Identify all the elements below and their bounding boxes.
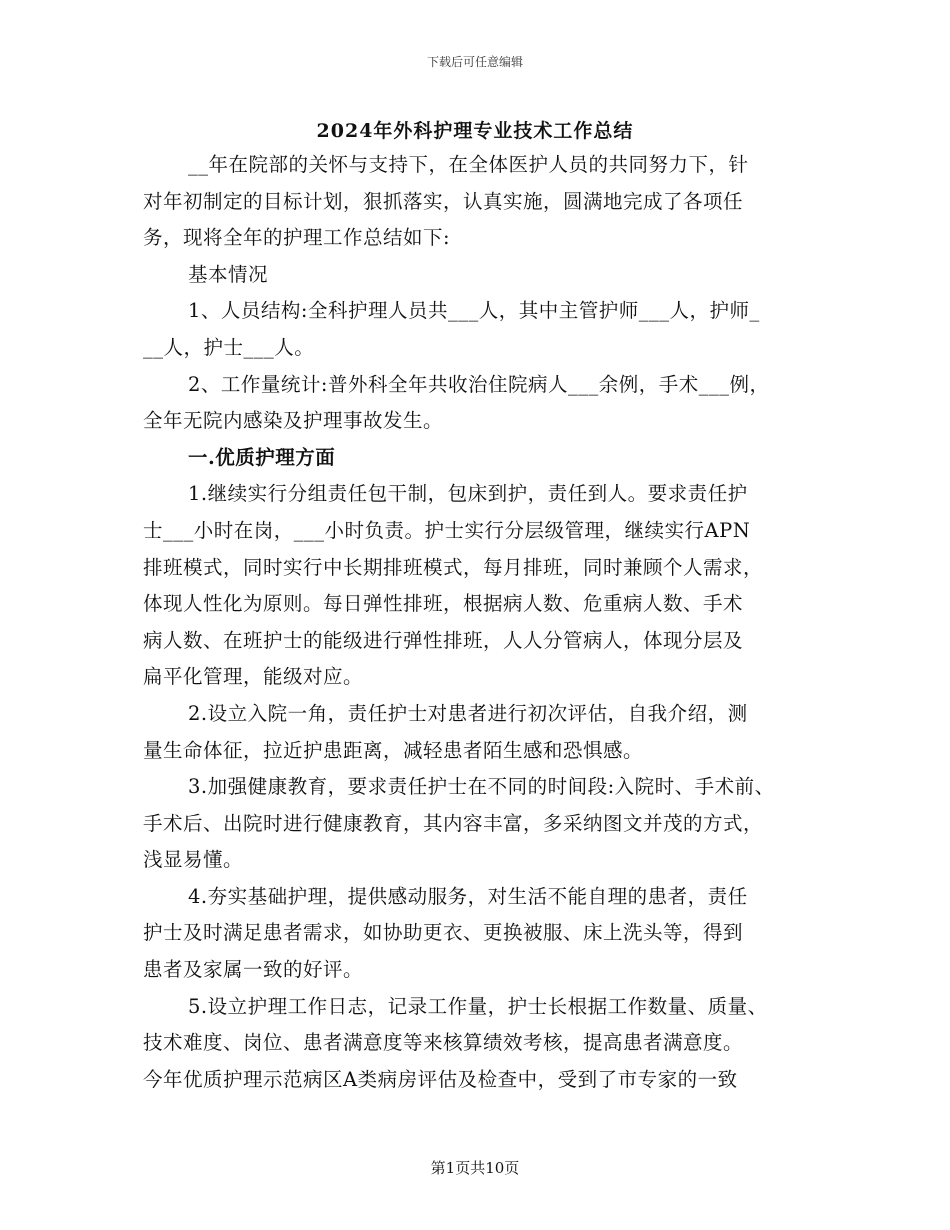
paragraph-line: __年在院部的关怀与支持下，在全体医护人员的共同努力下，针: [188, 153, 749, 176]
paragraph-line: 护士及时满足患者需求，如协助更衣、更换被服、床上洗头等，得到: [143, 921, 744, 945]
paragraph-line: 务，现将全年的护理工作总结如下:: [143, 226, 451, 250]
download-note: 下载后可任意编辑: [426, 55, 523, 69]
paragraph-line: 排班模式，同时实行中长期排班模式，每月排班，同时兼顾个人需求，: [143, 555, 764, 579]
paragraph-line: 2.设立入院一角，责任护士对患者进行初次评估，自我介绍，测: [188, 701, 748, 725]
paragraph-line: 全年无院内感染及护理事故发生。: [143, 409, 444, 433]
paragraph-line: 浅显易懂。: [143, 848, 244, 872]
paragraph-line: 3.加强健康教育，要求责任护士在不同的时间段:入院时、手术前、: [188, 775, 775, 799]
paragraph-line: __人，护士___人。: [143, 335, 315, 359]
paragraph-line: 手术后、出院时进行健康教育，其内容丰富，多采纳图文并茂的方式，: [143, 811, 764, 835]
paragraph-line: 量生命体征，拉近护患距离，减轻患者陌生感和恐惧感。: [143, 738, 644, 762]
paragraph-line: 技术难度、岗位、患者满意度等来核算绩效考核，提高患者满意度。: [143, 1031, 744, 1055]
paragraph-line: 基本情况: [188, 262, 269, 286]
document-body: [143, 147, 823, 1098]
paragraph-line: 士___小时在岗，___小时负责。护士实行分层级管理，继续实行APN: [143, 518, 751, 542]
paragraph-line: 体现人性化为原则。每日弹性排班，根据病人数、危重病人数、手术: [143, 592, 744, 616]
paragraph-line: 扁平化管理，能级对应。: [143, 665, 364, 689]
page-number-footer: 第1页共10页: [430, 1159, 520, 1177]
document-title: 2024年外科护理专业技术工作总结: [316, 120, 634, 142]
paragraph-line: 今年优质护理示范病区A类病房评估及检查中，受到了市专家的一致: [143, 1067, 738, 1091]
paragraph-line: 4.夯实基础护理，提供感动服务，对生活不能自理的患者，责任: [188, 884, 748, 908]
paragraph-line: 2、工作量统计:普外科全年共收治住院病人___余例，手术___例，: [188, 372, 770, 396]
paragraph-line: 1.继续实行分组责任包干制，包床到护，责任到人。要求责任护: [188, 482, 748, 506]
paragraph-line: 1、人员结构:全科护理人员共___人，其中主管护师___人，护师_: [188, 299, 760, 323]
paragraph-line: 5.设立护理工作日志，记录工作量，护士长根据工作数量、质量、: [188, 994, 768, 1018]
section-heading: 一.优质护理方面: [188, 445, 336, 469]
paragraph-line: 对年初制定的目标计划，狠抓落实，认真实施，圆满地完成了各项任: [143, 189, 744, 213]
paragraph-line: 病人数、在班护士的能级进行弹性排班，人人分管病人，体现分层及: [143, 628, 744, 652]
paragraph-line: 患者及家属一致的好评。: [143, 958, 364, 982]
